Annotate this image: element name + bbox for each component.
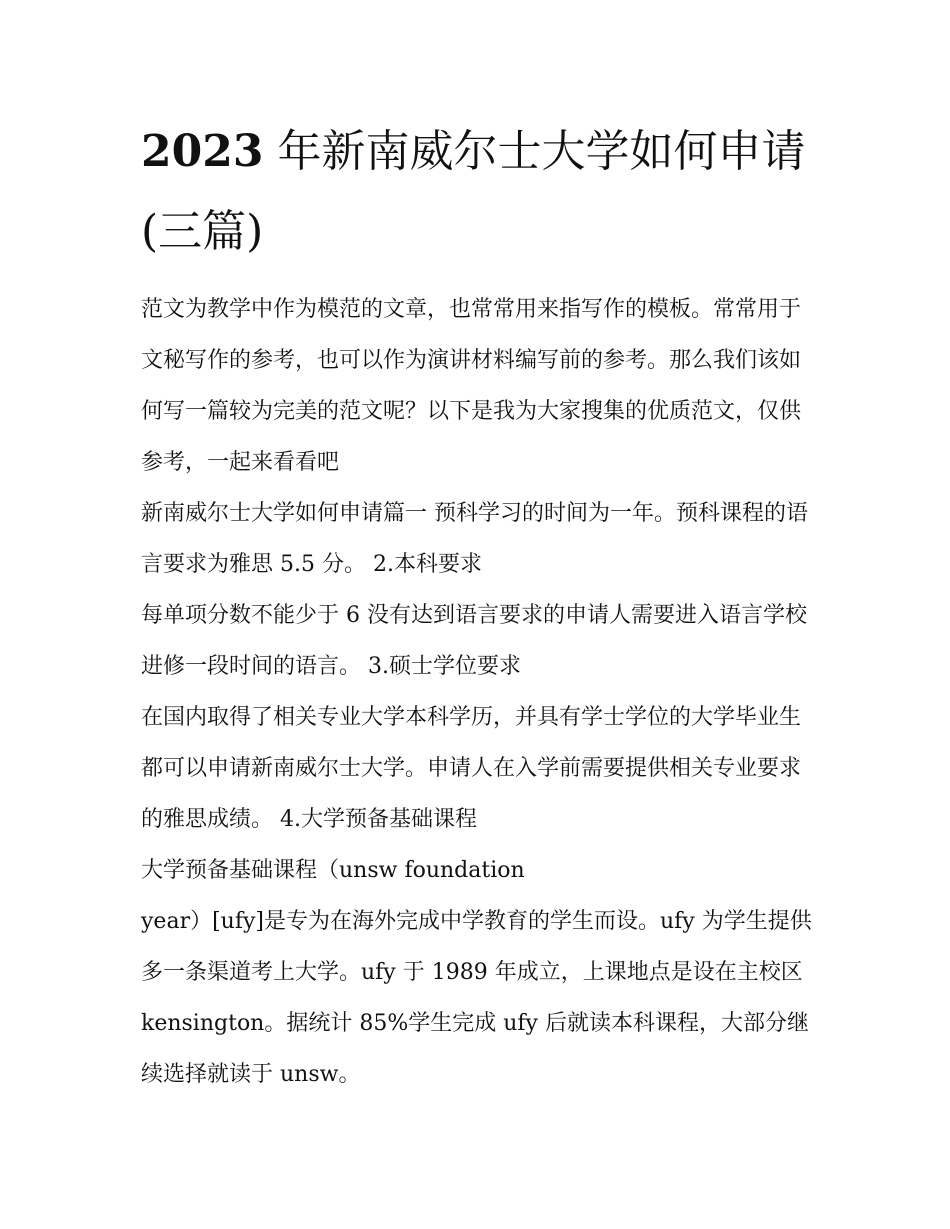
master-requirement-paragraph: 在国内取得了相关专业大学本科学历，并具有学士学位的大学毕业生都可以申请新南威尔士大学。申请人在入学前需要提供相关专业要求的雅思成绩。 4.大学预备基础课程 [141, 705, 802, 832]
document-body [141, 284, 813, 1100]
title-year: 2023 [141, 126, 264, 177]
foundation-heading-paragraph: 大学预备基础课程（unsw foundation [141, 858, 525, 883]
section-one-paragraph: 新南威尔士大学如何申请篇一 预科学习的时间为一年。预科课程的语言要求为雅思 5.5 分。 2.本科要求 [141, 501, 808, 577]
document-page [141, 112, 813, 1100]
intro-paragraph: 范文为教学中作为模范的文章，也常常用来指写作的模板。常常用于文秘写作的参考，也可以作为演讲材料编写前的参考。那么我们该如何写一篇较为完美的范文呢？以下是我为大家搜集的优质范文，仅供参考，一起来看看吧 [141, 297, 802, 475]
title-text: 年新南威尔士大学如何申请(三篇) [141, 126, 806, 257]
document-title [141, 112, 813, 272]
foundation-detail-paragraph: year）[ufy]是专为在海外完成中学教育的学生而设。ufy 为学生提供多一条渠道考上大学。ufy 于 1989 年成立，上课地点是设在主校区 kensington。据统计 85%学生完成 ufy 后就读本科课程，大部分继续选择就读于 unsw。 [141, 909, 812, 1087]
language-requirement-paragraph: 每单项分数不能少于 6 没有达到语言要求的申请人需要进入语言学校进修一段时间的语言。 3.硕士学位要求 [141, 603, 807, 679]
